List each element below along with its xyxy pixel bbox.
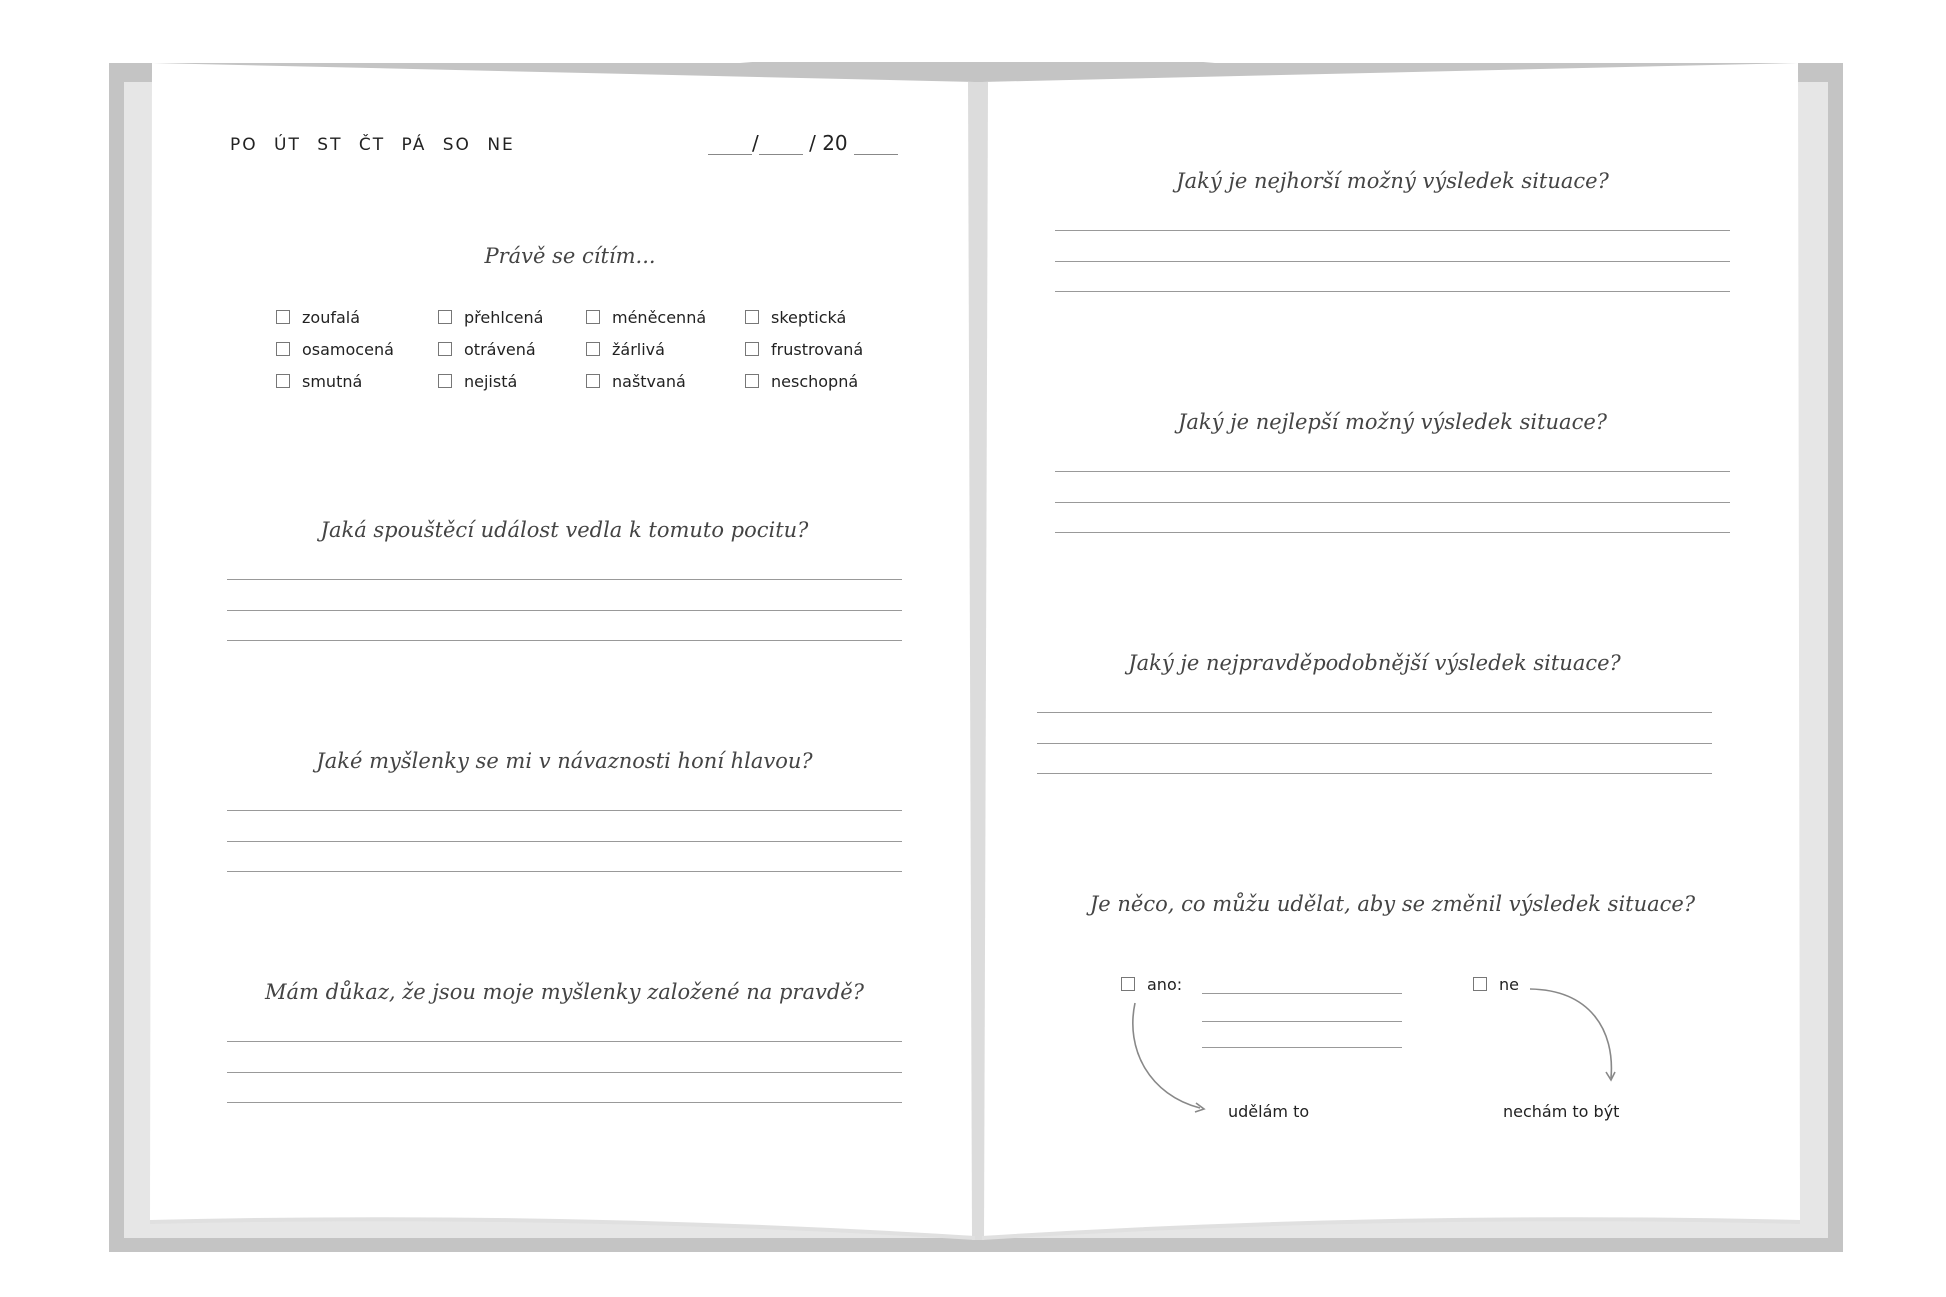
answer-line[interactable] (227, 810, 902, 811)
checkbox-icon[interactable] (276, 310, 290, 324)
answer-line[interactable] (1055, 261, 1730, 262)
no-outcome-label: nechám to být (1503, 1102, 1620, 1121)
weekday-row (230, 135, 524, 155)
checkbox-icon[interactable] (276, 342, 290, 356)
answer-line[interactable] (1037, 712, 1712, 713)
checkbox-icon[interactable] (586, 342, 600, 356)
question-best-outcome: Jaký je nejlepší možný výsledek situace? (1177, 410, 1608, 434)
checkbox-icon[interactable] (1121, 977, 1135, 991)
checkbox-icon[interactable] (745, 342, 759, 356)
yes-label: ano: (1147, 975, 1183, 994)
feeling-option[interactable]: žárlivá (586, 340, 665, 359)
yes-answer-line[interactable] (1202, 1021, 1402, 1022)
answer-line[interactable] (227, 1102, 902, 1103)
feeling-option[interactable]: zoufalá (276, 308, 360, 327)
question-trigger-event: Jaká spouštěcí událost vedla k tomuto pocitu? (320, 518, 809, 542)
feeling-option[interactable]: nejistá (438, 372, 517, 391)
yes-answer-line[interactable] (1202, 993, 1402, 994)
weekday-ne[interactable]: NE (487, 135, 515, 155)
date-month-blank[interactable] (759, 134, 803, 155)
answer-line[interactable] (1037, 743, 1712, 744)
weekday-st[interactable]: ST (317, 135, 343, 155)
option-no[interactable] (1473, 975, 1519, 994)
question-likely-outcome: Jaký je nejpravděpodobnější výsledek situace? (1128, 651, 1621, 675)
weekday-ut[interactable]: ÚT (274, 135, 301, 155)
checkbox-icon[interactable] (438, 342, 452, 356)
answer-line[interactable] (227, 610, 902, 611)
feeling-option[interactable]: přehlcená (438, 308, 543, 327)
answer-line[interactable] (227, 1041, 902, 1042)
weekday-so[interactable]: SO (442, 135, 471, 155)
question-change-outcome: Je něco, co můžu udělat, aby se změnil výsledek situace? (1089, 892, 1696, 916)
answer-line[interactable] (227, 871, 902, 872)
left-page (150, 63, 975, 1238)
checkbox-icon[interactable] (745, 310, 759, 324)
feeling-option[interactable]: méněcenná (586, 308, 706, 327)
feeling-option[interactable]: frustrovaná (745, 340, 863, 359)
answer-line[interactable] (1055, 230, 1730, 231)
checkbox-icon[interactable] (438, 374, 452, 388)
feeling-option[interactable]: naštvaná (586, 372, 686, 391)
feeling-option[interactable]: otrávená (438, 340, 536, 359)
weekday-pa[interactable]: PÁ (401, 135, 427, 155)
date-year-prefix: / 20 (809, 131, 848, 155)
date-separator: / (752, 131, 759, 155)
feeling-option[interactable]: skeptická (745, 308, 846, 327)
answer-line[interactable] (227, 841, 902, 842)
yes-outcome-label: udělám to (1228, 1102, 1310, 1121)
date-day-blank[interactable] (708, 134, 752, 155)
checkbox-icon[interactable] (276, 374, 290, 388)
checkbox-icon[interactable] (745, 374, 759, 388)
checkbox-icon[interactable] (1473, 977, 1487, 991)
answer-line[interactable] (1037, 773, 1712, 774)
option-yes[interactable] (1121, 975, 1182, 994)
answer-line[interactable] (1055, 291, 1730, 292)
answer-line[interactable] (227, 579, 902, 580)
checkbox-icon[interactable] (586, 374, 600, 388)
answer-line[interactable] (1055, 471, 1730, 472)
checkbox-icon[interactable] (586, 310, 600, 324)
answer-line[interactable] (227, 640, 902, 641)
checkbox-icon[interactable] (438, 310, 452, 324)
feelings-title: Právě se cítím... (484, 244, 656, 268)
weekday-po[interactable]: PO (230, 135, 258, 155)
yes-answer-line[interactable] (1202, 1047, 1402, 1048)
feeling-option[interactable]: osamocená (276, 340, 394, 359)
date-field[interactable] (708, 131, 898, 155)
date-year-blank[interactable] (854, 134, 898, 155)
answer-line[interactable] (1055, 532, 1730, 533)
question-evidence: Mám důkaz, že jsou moje myšlenky založené na pravdě? (265, 980, 864, 1004)
feeling-option[interactable]: smutná (276, 372, 362, 391)
answer-line[interactable] (227, 1072, 902, 1073)
no-label: ne (1499, 975, 1519, 994)
answer-line[interactable] (1055, 502, 1730, 503)
question-worst-outcome: Jaký je nejhorší možný výsledek situace? (1176, 169, 1609, 193)
question-thoughts: Jaké myšlenky se mi v návaznosti honí hlavou? (316, 749, 813, 773)
weekday-ct[interactable]: ČT (358, 135, 386, 155)
feeling-option[interactable]: neschopná (745, 372, 858, 391)
